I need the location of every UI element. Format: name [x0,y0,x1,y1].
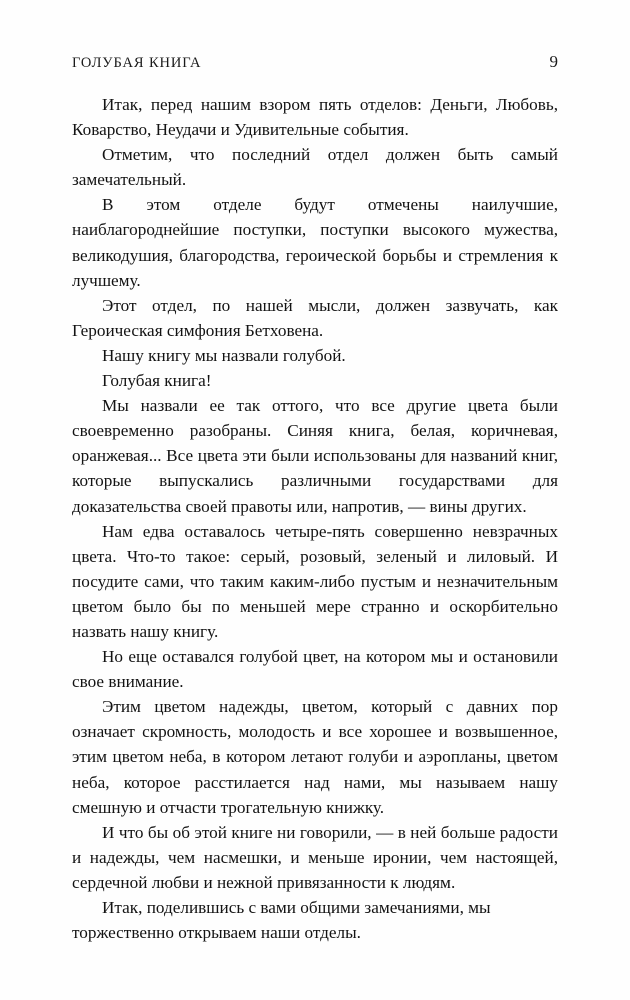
paragraph: Итак, поделившись с вами общими замечаниями, мы торжественно открываем наши отделы. [72,898,491,943]
paragraph: Этот отдел, по нашей мысли, должен зазвучать, как Героическая симфония Бетховена. [72,295,558,340]
paragraph: Голубая книга! [102,371,212,391]
paragraph: В этом отделе будут отмечены наилучшие, наиблагороднейшие поступки, поступки высокого мужества, великодушия, благородства, героической борьбы и стремления к лучшему. [72,195,558,290]
paragraph: Но еще оставался голубой цвет, на котором мы и остановили свое внимание. [72,647,558,692]
paragraph: Итак, перед нашим взором пять отделов: Деньги, Любовь, Коварство, Неудачи и Удивительные события. [72,95,558,140]
paragraph: И что бы об этой книге ни говорили, — в ней больше радости и надежды, чем насмешки, и меньше иронии, чем настоящей, сердечной любви и нежной привязанности к людям. [72,822,558,892]
paragraph: Нам едва оставалось четыре-пять совершенно невзрачных цвета. Что-то такое: серый, розовый, зеленый и лиловый. И посудите сами, что таким каким-либо пустым и незначительным цветом было бы по меньшей мере странно и оскорбительно назвать нашу книгу. [72,521,558,641]
running-head [72,52,558,72]
paragraph: Мы назвали ее так оттого, что все другие цвета были своевременно разобраны. Синяя книга, белая, коричневая, оранжевая... Все цвета эти были использованы для названий книг, которые выпускались различными государствами для доказательства своей правоты или, напротив, — вины других. [72,396,558,516]
paragraph: Этим цветом надежды, цветом, который с давних пор означает скромность, молодость и все хорошее и возвышенное, этим цветом неба, в котором летают голуби и аэропланы, цветом неба, которое расстилается над нами, мы называем нашу смешную и отчасти трогательную книжку. [72,697,558,817]
running-head-title: ГОЛУБАЯ КНИГА [72,55,202,71]
paragraph: Нашу книгу мы назвали голубой. [102,345,346,365]
paragraph: Отметим, что последний отдел должен быть самый замечательный. [72,145,558,190]
body-text [72,92,558,945]
page-number: 9 [549,52,558,71]
